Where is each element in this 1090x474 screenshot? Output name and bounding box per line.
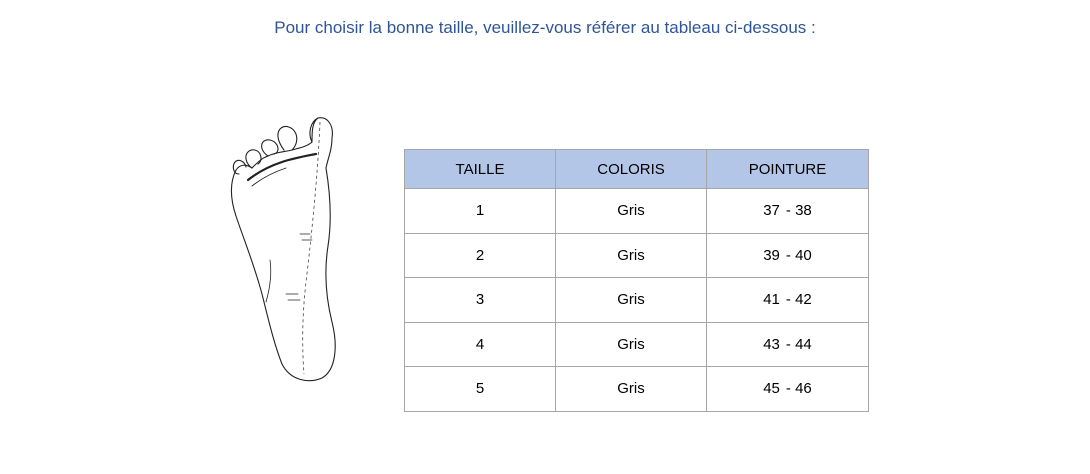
table-row xyxy=(405,322,869,367)
table-row xyxy=(405,278,869,323)
pointure-cell xyxy=(707,367,869,412)
pointure-max: - 46 xyxy=(785,380,812,398)
pointure-min: 39 xyxy=(763,246,780,264)
taille-cell: 1 xyxy=(405,189,556,234)
header-coloris: COLORIS xyxy=(556,150,707,189)
pointure-max: - 42 xyxy=(785,291,812,309)
pointure-min: 41 xyxy=(763,291,780,309)
table-header-row xyxy=(405,150,869,189)
pointure-cell xyxy=(707,233,869,278)
taille-cell: 5 xyxy=(405,367,556,412)
taille-cell: 3 xyxy=(405,278,556,323)
page-heading: Pour choisir la bonne taille, veuillez-vous référer au tableau ci-dessous : xyxy=(274,18,816,37)
pointure-max: - 40 xyxy=(785,246,812,264)
coloris-cell: Gris xyxy=(556,322,707,367)
size-table xyxy=(404,149,869,412)
pointure-min: 37 xyxy=(763,202,780,220)
coloris-cell: Gris xyxy=(556,233,707,278)
foot-outline-icon xyxy=(222,112,348,384)
pointure-cell xyxy=(707,278,869,323)
pointure-cell xyxy=(707,322,869,367)
pointure-min: 45 xyxy=(763,380,780,398)
taille-cell: 2 xyxy=(405,233,556,278)
pointure-min: 43 xyxy=(763,335,780,353)
table-row xyxy=(405,367,869,412)
pointure-cell xyxy=(707,189,869,234)
table-row xyxy=(405,189,869,234)
taille-cell: 4 xyxy=(405,322,556,367)
coloris-cell: Gris xyxy=(556,367,707,412)
coloris-cell: Gris xyxy=(556,278,707,323)
table-row xyxy=(405,233,869,278)
pointure-max: - 38 xyxy=(785,202,812,220)
pointure-max: - 44 xyxy=(785,335,812,353)
coloris-cell: Gris xyxy=(556,189,707,234)
header-taille: TAILLE xyxy=(405,150,556,189)
header-pointure: POINTURE xyxy=(707,150,869,189)
